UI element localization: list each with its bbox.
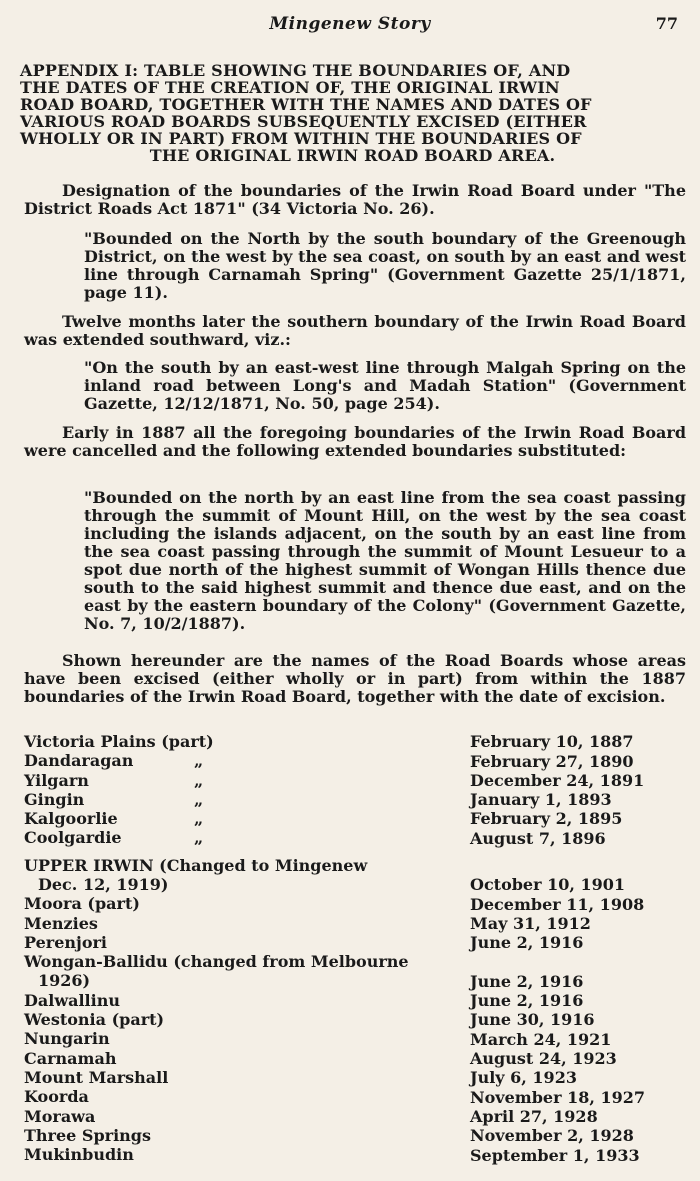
road-board-name: Mount Marshall: [24, 1068, 169, 1088]
list-item: [24, 1010, 674, 1029]
list-item: [24, 828, 674, 847]
road-board-name: Yilgarn: [24, 770, 89, 790]
excision-date: August 7, 1896: [470, 828, 606, 848]
list-item: [24, 856, 674, 895]
road-board-name: Morawa: [24, 1106, 96, 1126]
excision-date: November 18, 1927: [470, 1087, 646, 1107]
list-item: [24, 790, 674, 809]
road-board-name: Carnamah: [24, 1048, 117, 1068]
excision-date: October 10, 1901: [470, 875, 626, 895]
list-item: [24, 732, 674, 751]
excision-date: August 24, 1923: [470, 1049, 617, 1069]
road-board-name: Dalwallinu: [24, 990, 120, 1010]
running-title: Mingenew Story: [269, 14, 431, 34]
excision-table: [24, 732, 674, 1165]
excision-date: June 2, 1916: [470, 933, 584, 953]
appendix-heading-line: APPENDIX I: TABLE SHOWING THE BOUNDARIES OF, AND: [20, 61, 571, 80]
list-item: [24, 1107, 674, 1126]
road-board-name: Koorda: [24, 1087, 89, 1107]
running-header: [0, 14, 700, 38]
list-item: [24, 933, 674, 952]
road-board-name: Coolgardie: [24, 828, 122, 848]
list-item: [24, 1049, 674, 1068]
list-item: [24, 1126, 674, 1145]
road-board-name: Menzies: [24, 913, 98, 933]
list-item: [24, 1087, 674, 1106]
appendix-heading-line: THE DATES OF THE CREATION OF, THE ORIGINAL IRWIN: [20, 78, 560, 97]
excision-date: June 30, 1916: [470, 1010, 595, 1030]
road-board-name-line: UPPER IRWIN (Changed to Mingenew: [24, 855, 368, 875]
road-board-name: Perenjori: [24, 932, 107, 952]
road-board-name: Westonia (part): [24, 1010, 165, 1030]
list-item: [24, 1068, 674, 1087]
excision-date: March 24, 1921: [470, 1029, 612, 1049]
excision-date: September 1, 1933: [470, 1145, 640, 1165]
list-item: [24, 1145, 674, 1164]
ditto-mark: „: [194, 751, 204, 771]
appendix-heading-line: ROAD BOARD, TOGETHER WITH THE NAMES AND DATES OF: [20, 95, 592, 114]
list-item: [24, 1029, 674, 1048]
road-board-name: Victoria Plains (part): [24, 732, 214, 751]
road-board-name: Three Springs: [24, 1125, 151, 1145]
ditto-mark: „: [194, 828, 204, 848]
excision-date: June 2, 1916: [470, 991, 584, 1011]
appendix-heading-line: WHOLLY OR IN PART) FROM WITHIN THE BOUNDARIES OF: [20, 129, 582, 148]
ditto-mark: „: [194, 789, 204, 809]
appendix-heading-line: VARIOUS ROAD BOARDS SUBSEQUENTLY EXCISED (EITHER: [20, 112, 587, 131]
list-item: [24, 751, 674, 770]
road-board-name-line: Wongan-Ballidu (changed from Melbourne: [24, 952, 409, 972]
excision-date: December 11, 1908: [470, 894, 645, 914]
list-item: [24, 809, 674, 828]
paragraph-designation: Designation of the boundaries of the Irwin Road Board under "The District Roads Act 1871" (34 Victoria No. 26).: [24, 181, 686, 218]
road-board-name-continuation: Dec. 12, 1919): [38, 874, 169, 894]
road-board-name-continuation: 1926): [38, 971, 91, 991]
quote-malgah-spring: "On the south by an east-west line through Malgah Spring on the inland road between Long's and Madah Station" (Government Gazette, 12/12/1871, No. 50, page 254).: [84, 358, 686, 413]
excision-date: December 24, 1891: [470, 770, 645, 790]
page-number: 77: [655, 14, 678, 33]
list-item: [24, 914, 674, 933]
road-board-name: Nungarin: [24, 1029, 110, 1049]
road-board-name: [24, 952, 454, 990]
excision-date: February 2, 1895: [470, 809, 623, 829]
list-item: [24, 894, 674, 913]
excision-date: May 31, 1912: [470, 913, 591, 933]
paragraph-excisions-intro: Shown hereunder are the names of the Road Boards whose areas have been excised (either wholly or in part) from within the 1887 boundaries of the Irwin Road Board, together with the date of excision.: [24, 651, 686, 706]
excision-date: June 2, 1916: [470, 971, 584, 991]
excision-date: November 2, 1928: [470, 1126, 634, 1146]
paragraph-extension: Twelve months later the southern boundary of the Irwin Road Board was extended southward, viz.:: [24, 312, 686, 349]
excision-date: July 6, 1923: [470, 1068, 577, 1088]
ditto-mark: „: [194, 770, 204, 790]
road-board-name: Dandaragan: [24, 751, 134, 771]
road-board-name: Gingin: [24, 789, 85, 809]
road-board-name: [24, 856, 454, 894]
quote-1887-boundary: "Bounded on the north by an east line from the sea coast passing through the summit of Mount Hill, on the west by the sea coast including the islands adjacent, on the south by an east line from the sea coast passing through the summit of Mount Lesueur to a spot due north of the highest summit of Wongan Hills thence due south to the said highest summit and thence due east, and on the east by the eastern boundary of the Colony" (Government Gazette, No. 7, 10/2/1887).: [84, 488, 686, 633]
list-item: [24, 991, 674, 1010]
quote-1871-boundary: "Bounded on the North by the south boundary of the Greenough District, on the west by the sea coast, on south by an east and west line through Carnamah Spring" (Government Gazette 25/1/1871, page 11).: [84, 229, 686, 302]
list-item: [24, 771, 674, 790]
road-board-name: Moora (part): [24, 894, 140, 914]
excision-date: February 10, 1887: [470, 732, 634, 752]
road-board-name: Mukinbudin: [24, 1145, 134, 1165]
road-board-name: Kalgoorlie: [24, 809, 118, 829]
ditto-mark: „: [194, 809, 204, 829]
excision-date: February 27, 1890: [470, 751, 634, 771]
list-item: [24, 952, 674, 991]
appendix-heading-line: THE ORIGINAL IRWIN ROAD BOARD AREA.: [149, 146, 556, 165]
excision-date: January 1, 1893: [470, 790, 612, 810]
excision-date: April 27, 1928: [470, 1106, 598, 1126]
paragraph-1887-cancelled: Early in 1887 all the foregoing boundaries of the Irwin Road Board were cancelled and the following extended boundaries substituted:: [24, 423, 686, 460]
appendix-heading: [20, 62, 685, 164]
